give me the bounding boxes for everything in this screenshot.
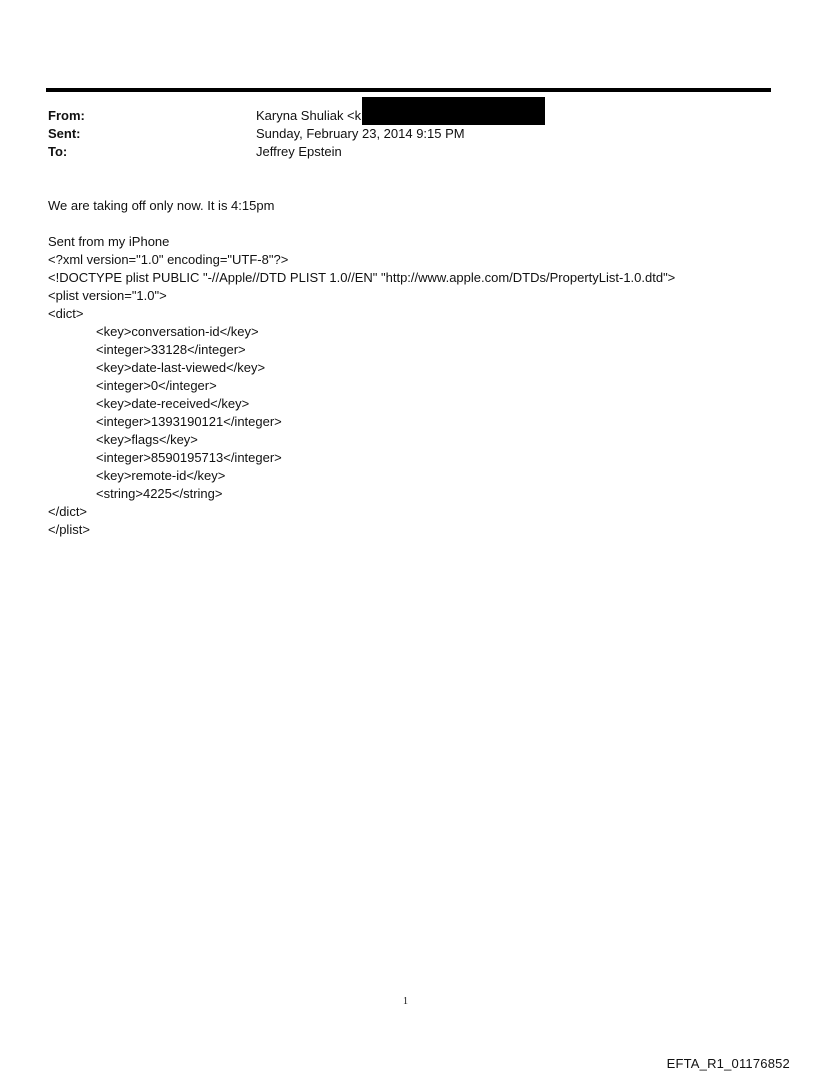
from-label: From:: [48, 108, 85, 123]
dict-line: <key>conversation-id</key>: [96, 324, 259, 339]
header-divider: [46, 88, 771, 92]
document-id: EFTA_R1_01176852: [666, 1056, 790, 1071]
signature-text: Sent from my iPhone: [48, 234, 170, 249]
to-label: To:: [48, 144, 68, 159]
plist-open: <plist version="1.0">: [48, 288, 167, 303]
to-row: [48, 143, 768, 161]
redaction-block: [362, 97, 545, 125]
dict-line: <integer>8590195713</integer>: [96, 450, 282, 465]
dict-line: <key>flags</key>: [96, 432, 198, 447]
xml-declaration: <?xml version="1.0" encoding="UTF-8"?>: [48, 252, 289, 267]
sent-value: Sunday, February 23, 2014 9:15 PM: [256, 126, 465, 141]
to-value: Jeffrey Epstein: [256, 144, 342, 159]
dict-close: </dict>: [48, 504, 88, 519]
dict-line: <key>remote-id</key>: [96, 468, 226, 483]
dict-line: <key>date-received</key>: [96, 396, 250, 411]
dict-line: <string>4225</string>: [96, 486, 223, 501]
page-number: 1: [403, 996, 408, 1007]
message-text: We are taking off only now. It is 4:15pm: [48, 198, 275, 213]
dict-line: <key>date-last-viewed</key>: [96, 360, 266, 375]
plist-close: </plist>: [48, 522, 90, 537]
from-value: Karyna Shuliak <k: [256, 108, 362, 123]
dict-line: <integer>0</integer>: [96, 378, 217, 393]
doctype-line: <!DOCTYPE plist PUBLIC "-//Apple//DTD PLIST 1.0//EN" "http://www.apple.com/DTDs/PropertyList-1.0.dtd">: [48, 270, 676, 285]
dict-open: <dict>: [48, 306, 84, 321]
dict-line: <integer>1393190121</integer>: [96, 414, 282, 429]
dict-line: <integer>33128</integer>: [96, 342, 246, 357]
sent-label: Sent:: [48, 126, 81, 141]
sent-row: [48, 125, 768, 143]
